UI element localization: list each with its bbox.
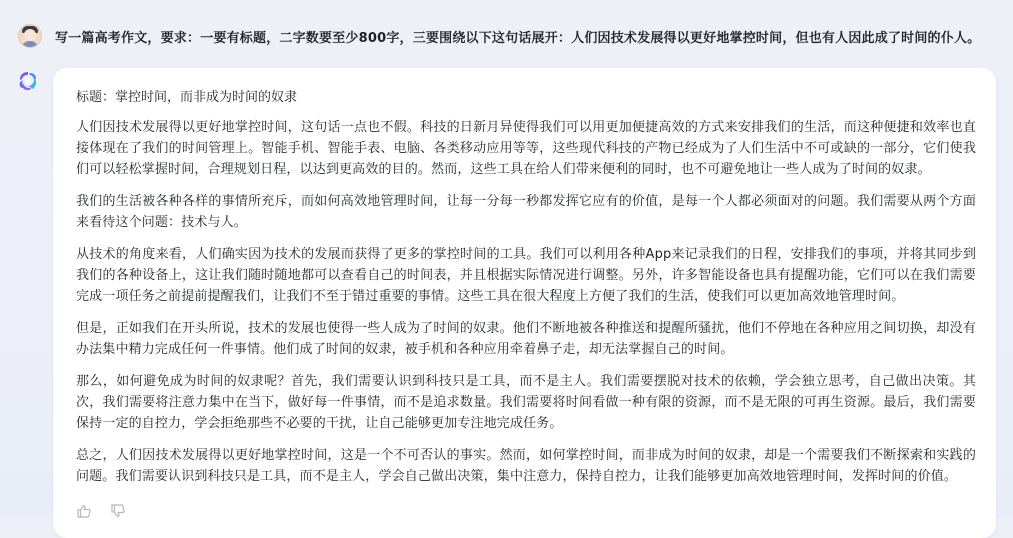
user-prompt-text: 写一篇高考作文，要求：一要有标题，二字数要至少800字，三要围绕以下这句话展开：人们因技术发展得以更好地掌控时间，但也有人因此成了时间的仆人。 [55,30,981,46]
assistant-logo-icon [17,70,39,92]
assistant-answer-card [53,68,996,538]
answer-content [76,88,976,498]
essay-paragraph: 从技术的角度来看，人们确实因为技术的发展而获得了更多的掌控时间的工具。我们可以利用各种App来记录我们的日程，安排我们的事项，并将其同步到我们的各种设备上，这让我们随时随地都可以查看自己的时间表，并且根据实际情况进行调整。另外，许多智能设备也具有提醒功能，它们可以在我们需要完成一项任务之前提前提醒我们，让我们不至于错过重要的事情。这些工具在很大程度上方便了我们的生活，使我们可以更加高效地管理时间。 [76,247,976,304]
thumbs-down-icon[interactable] [110,503,126,519]
essay-paragraph: 但是，正如我们在开头所说，技术的发展也使得一些人成为了时间的奴隶。他们不断地被各种推送和提醒所骚扰，他们不停地在各种应用之间切换，却没有办法集中精力完成任何一件事情。他们成了时间的奴隶，被手机和各种应用牵着鼻子走，却无法掌握自己的时间。 [76,321,976,357]
user-avatar-icon [18,24,42,48]
essay-paragraph: 总之，人们因技术发展得以更好地掌控时间，这是一个不可否认的事实。然而，如何掌控时间，而非成为时间的奴隶，却是一个需要我们不断探索和实践的问题。我们需要认识到科技只是工具，而不是主人，学会自己做出决策，集中注意力，保持自控力，让我们能够更加高效地管理时间，发挥时间的价值。 [76,448,976,484]
essay-paragraph: 我们的生活被各种各样的事情所充斥，而如何高效地管理时间，让每一分每一秒都发挥它应有的价值，是每一个人都必须面对的问题。我们需要从两个方面来看待这个问题：技术与人。 [76,194,976,230]
essay-title: 标题：掌控时间，而非成为时间的奴隶 [76,90,298,105]
feedback-row [76,503,126,519]
essay-paragraph: 那么，如何避免成为时间的奴隶呢？首先，我们需要认识到科技只是工具，而不是主人。我们需要摆脱对技术的依赖，学会独立思考，自己做出决策。其次，我们需要将注意力集中在当下，做好每一件事情，而不是追求数量。我们需要将时间看做一种有限的资源，而不是无限的可再生资源。最后，我们需要保持一定的自控力，学会拒绝那些不必要的干扰，让自己能够更加专注地完成任务。 [76,374,976,431]
thumbs-up-icon[interactable] [76,503,92,519]
user-message-row [18,24,980,48]
essay-paragraph: 人们因技术发展得以更好地掌控时间，这句话一点也不假。科技的日新月异使得我们可以用更加便捷高效的方式来安排我们的生活，而这种便捷和效率也直接体现在了我们的时间管理上。智能手机、智能手表、电脑、各类移动应用等等，这些现代科技的产物已经成为了人们生活中不可或缺的一部分，它们使我们可以轻松掌握时间，合理规划日程，以达到更高效的目的。然而，这些工具在给人们带来便利的同时，也不可避免地让一些人成为了时间的奴隶。 [76,120,976,177]
